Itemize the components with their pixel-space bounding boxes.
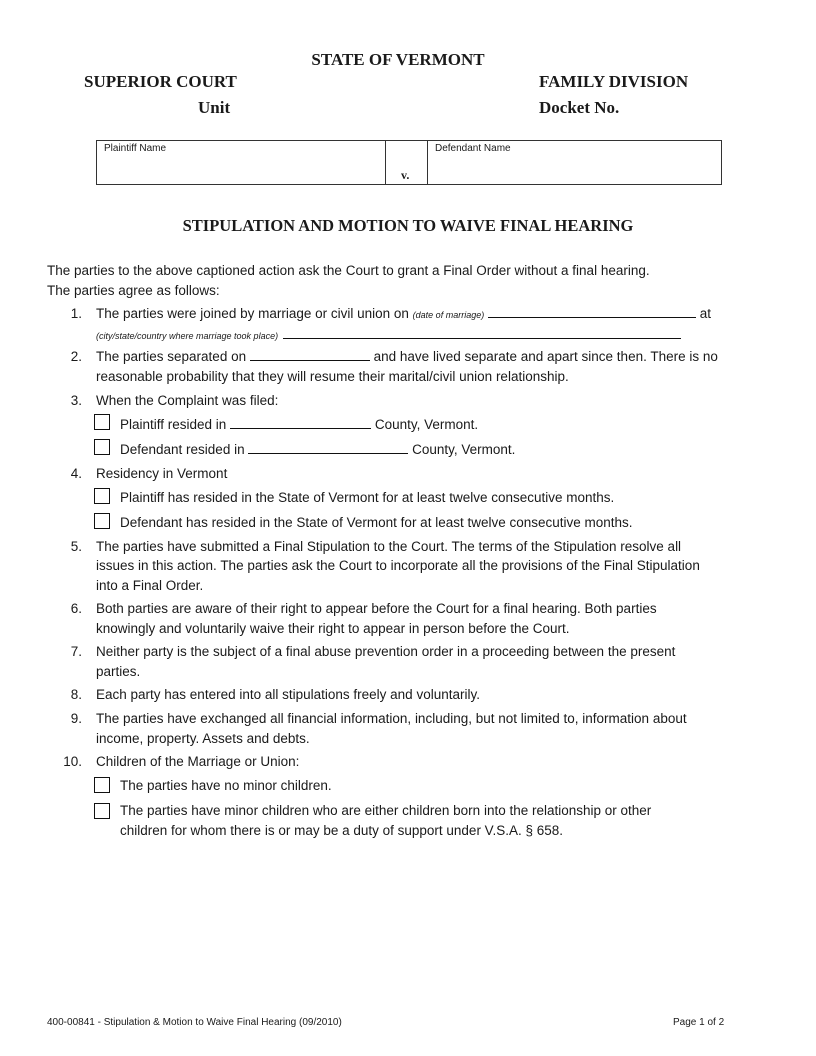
item-6-line-2: knowingly and voluntarily waive their right to appear in person before the Court. [96,621,570,636]
intro-line-2: The parties agree as follows: [47,283,220,298]
marriage-place-blank[interactable] [283,329,681,339]
versus-cell [386,141,428,184]
no-minor-children-checkbox[interactable] [94,777,110,793]
plaintiff-name-label: Plaintiff Name [104,143,167,154]
defendant-county-checkbox[interactable] [94,439,110,455]
item-7-line-2: parties. [96,664,141,679]
defendant-residency-checkbox[interactable] [94,513,110,529]
item-number: 3. [70,393,82,408]
marriage-place-hint: (city/state/country where marriage took place) [96,331,279,341]
item-number: 5. [70,539,82,554]
separation-date-blank[interactable] [250,349,370,361]
plaintiff-name-field[interactable] [97,141,386,184]
defendant-county-option [120,441,515,459]
minor-children-checkbox[interactable] [94,803,110,819]
versus-label: v. [401,168,410,182]
defendant-county-blank[interactable] [248,442,408,454]
item-number: 8. [70,687,82,702]
minor-children-line-2: children for whom there is or may be a duty of support under V.S.A. § 658. [120,823,563,838]
marriage-place-line [96,326,681,344]
minor-children-line-1: The parties have minor children who are either children born into the relationship or other [120,803,652,818]
item-number: 2. [70,349,82,364]
defendant-residency-text: Defendant has resided in the State of Vermont for at least twelve consecutive months. [120,515,633,530]
item-number: 7. [70,644,82,659]
item-5-line-3: into a Final Order. [96,578,204,593]
date-of-marriage-hint: (date of marriage) [412,310,485,320]
item-10-text: Children of the Marriage or Union: [96,754,300,769]
item-1-text: The parties were joined by marriage or civil union on [96,306,409,321]
item-number: 6. [70,601,82,616]
item-number: 10. [63,754,82,769]
docket-label: Docket No. [539,98,620,117]
plaintiff-county-suffix: County, Vermont. [374,417,479,432]
item-3-text: When the Complaint was filed: [96,393,279,408]
plaintiff-county-option [120,416,478,434]
item-number: 4. [70,466,82,481]
item-9-line-1: The parties have exchanged all financial information, including, but not limited to, information about [96,711,687,726]
defendant-name-field[interactable] [428,141,721,184]
page-number: Page 1 of 2 [673,1017,725,1028]
plaintiff-residency-checkbox[interactable] [94,488,110,504]
plaintiff-county-checkbox[interactable] [94,414,110,430]
division-heading: FAMILY DIVISION [539,72,689,91]
defendant-name-label: Defendant Name [435,143,511,154]
party-names-box [96,140,722,185]
item-8-line-1: Each party has entered into all stipulations freely and voluntarily. [96,687,480,702]
item-4-text: Residency in Vermont [96,466,228,481]
item-5-line-1: The parties have submitted a Final Stipulation to the Court. The terms of the Stipulation resolve all [96,539,682,554]
state-heading: STATE OF VERMONT [311,50,485,69]
document-title: STIPULATION AND MOTION TO WAIVE FINAL HEARING [182,216,634,235]
item-2-line-2: reasonable probability that they will resume their marital/civil union relationship. [96,369,569,384]
form-footer: 400-00841 - Stipulation & Motion to Waive Final Hearing (09/2010) [47,1017,342,1028]
item-1-at: at [699,306,711,321]
intro-line-1: The parties to the above captioned action ask the Court to grant a Final Order without a final hearing. [47,263,650,278]
no-minor-children-text: The parties have no minor children. [120,778,332,793]
unit-label: Unit [198,98,231,117]
plaintiff-county-label: Plaintiff resided in [120,417,227,432]
item-9-line-2: income, property. Assets and debts. [96,731,310,746]
item-2-text: The parties separated on [96,349,247,364]
item-2-text-cont: and have lived separate and apart since then. There is no [373,349,718,364]
item-7-line-1: Neither party is the subject of a final abuse prevention order in a proceeding between the present [96,644,676,659]
plaintiff-county-blank[interactable] [230,417,371,429]
court-heading: SUPERIOR COURT [84,72,237,91]
item-number: 9. [70,711,82,726]
defendant-county-suffix: County, Vermont. [412,442,516,457]
defendant-county-label: Defendant resided in [120,442,245,457]
item-5-line-2: issues in this action. The parties ask the Court to incorporate all the provisions of the Final Stipulation [96,558,700,573]
item-6-line-1: Both parties are aware of their right to appear before the Court for a final hearing. Both parties [96,601,657,616]
item-number: 1. [70,306,82,321]
date-of-marriage-blank[interactable] [488,306,696,318]
plaintiff-residency-text: Plaintiff has resided in the State of Vermont for at least twelve consecutive months. [120,490,615,505]
